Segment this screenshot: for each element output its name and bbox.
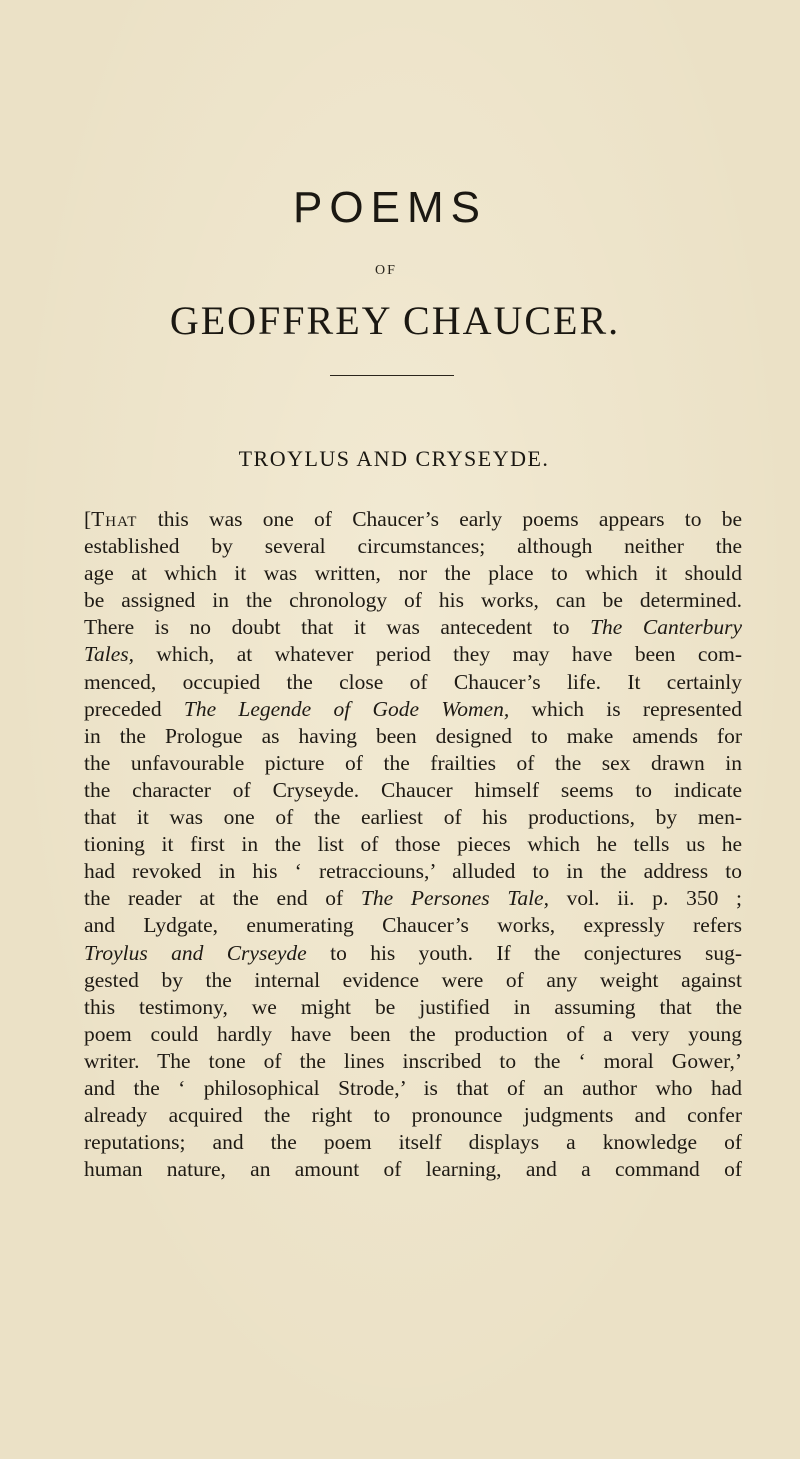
italic-title: The Legende of Gode Women, <box>183 696 510 721</box>
text-line <box>84 804 742 831</box>
text-line <box>84 696 742 723</box>
text-line <box>84 940 742 967</box>
text-segment: the reader at the end of <box>84 886 361 911</box>
text-segment: writer. The tone of the lines inscribed to the ‘ moral Gower,’ <box>84 1048 742 1073</box>
text-line <box>84 669 742 696</box>
text-line <box>84 750 742 777</box>
section-heading: TROYLUS AND CRYSEYDE. <box>238 446 550 471</box>
italic-title: Troylus and Cryseyde <box>84 940 307 965</box>
text-segment: in the Prologue as having been designed to make amends for <box>84 723 742 748</box>
text-segment: had revoked in his ‘ retracciouns,’ alluded to in the address to <box>84 859 742 884</box>
text-line <box>84 885 742 912</box>
text-segment: poem could hardly have been the production of a very young <box>84 1021 742 1046</box>
text-line <box>84 641 742 668</box>
text-line <box>84 533 742 560</box>
text-line <box>84 912 742 939</box>
text-line <box>84 777 742 804</box>
text-segment: There is no doubt that it was antecedent to <box>84 615 591 640</box>
text-segment: menced, occupied the close of Chaucer’s life. It certainly <box>84 669 742 694</box>
text-line <box>84 1102 742 1129</box>
text-segment: this was one of Chaucer’s early poems appears to be <box>137 507 742 531</box>
text-segment: to his youth. If the conjectures sug- <box>306 940 743 965</box>
text-segment: and the ‘ philosophical Strode,’ is that of an author who had <box>84 1075 742 1100</box>
italic-title: Tales, <box>84 642 134 667</box>
text-segment: this testimony, we might be justified in assuming that the <box>84 994 742 1019</box>
title-divider-rule <box>330 375 454 376</box>
text-line <box>84 506 742 533</box>
title-connector: OF <box>375 263 397 278</box>
text-segment: and Lydgate, enumerating Chaucer’s works, expressly refers <box>84 913 742 938</box>
text-line <box>84 994 742 1021</box>
text-segment: already acquired the right to pronounce judgments and confer <box>84 1103 742 1128</box>
text-line <box>84 858 742 885</box>
text-segment: be assigned in the chronology of his works, can be determined. <box>84 588 742 613</box>
text-segment: established by several circumstances; although neither the <box>84 534 742 559</box>
text-line <box>84 1156 742 1183</box>
text-segment: that it was one of the earliest of his productions, by men- <box>84 805 742 830</box>
text-line <box>84 1048 742 1075</box>
text-segment: vol. ii. p. 350 ; <box>548 886 742 911</box>
text-segment: the character of Cryseyde. Chaucer himself seems to indicate <box>84 777 742 802</box>
text-segment: gested by the internal evidence were of any weight against <box>84 967 742 992</box>
text-line <box>84 1075 742 1102</box>
text-line <box>84 723 742 750</box>
text-line <box>84 614 742 641</box>
author-name: GEOFFREY CHAUCER. <box>169 298 621 343</box>
italic-title: The Canterbury <box>590 615 743 640</box>
book-title: POEMS <box>293 183 487 232</box>
text-segment: which, at whatever period they may have been com- <box>134 642 742 667</box>
text-segment: age at which it was written, nor the place to which it should <box>84 561 742 586</box>
text-line <box>84 1021 742 1048</box>
text-line <box>84 1129 742 1156</box>
text-segment: tioning it first in the list of those pieces which he tells us he <box>84 832 742 857</box>
small-caps-word: That <box>91 507 138 531</box>
text-segment: the unfavourable picture of the frailties of the sex drawn in <box>84 750 742 775</box>
text-segment: preceded <box>84 696 184 721</box>
text-segment: reputations; and the poem itself displays a knowledge of <box>84 1130 742 1155</box>
text-line <box>84 967 742 994</box>
text-segment: human nature, an amount of learning, and a command of <box>84 1157 742 1182</box>
text-segment: which is represented <box>509 696 742 721</box>
body-paragraph <box>84 506 742 1183</box>
text-segment: [ <box>84 507 92 531</box>
text-line <box>84 831 742 858</box>
text-line <box>84 560 742 587</box>
italic-title: The Persones Tale, <box>360 886 549 911</box>
text-line <box>84 587 742 614</box>
